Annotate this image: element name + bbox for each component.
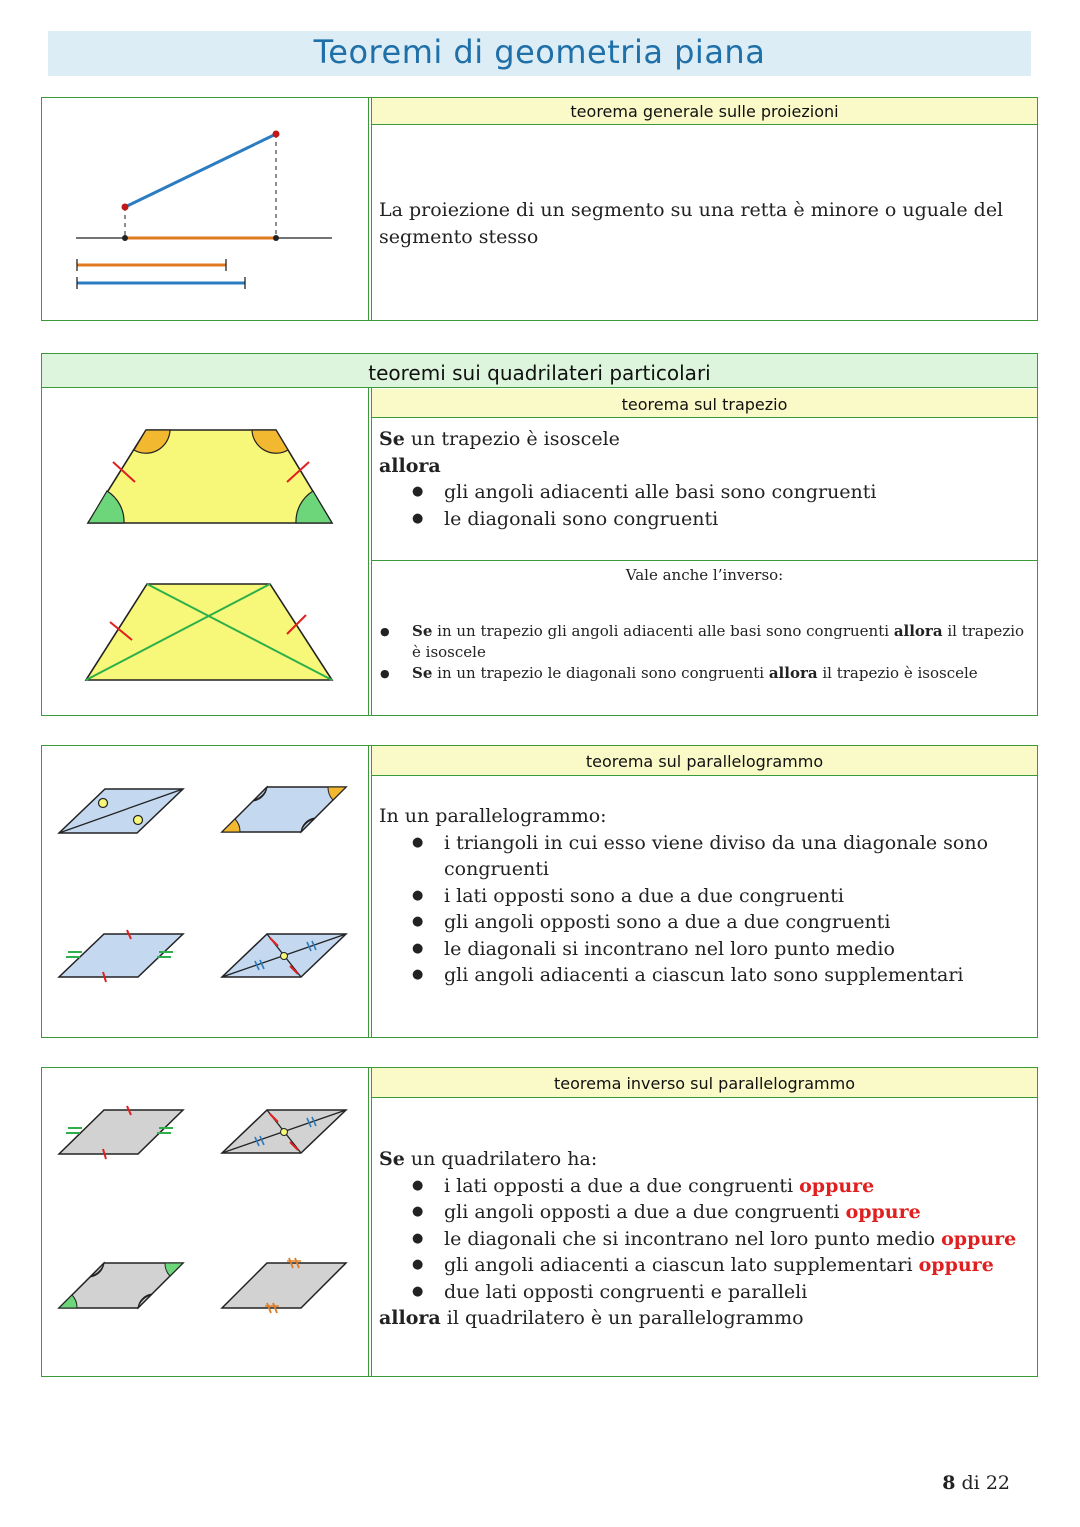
page-number: 8 di 22: [942, 1472, 1010, 1494]
list-item: ● Se in un trapezio gli angoli adiacenti alle basi sono congruenti allora il trapezio è isoscele: [380, 621, 1028, 663]
list-item: ● Se in un trapezio le diagonali sono congruenti allora il trapezio è isoscele: [380, 663, 1028, 684]
list-item: ● i lati opposti sono a due a due congruenti: [379, 883, 1009, 910]
header-inverso: teorema inverso sul parallelogrammo: [372, 1068, 1037, 1098]
se-label: Se: [379, 428, 405, 450]
parallelogrammo-intro: In un parallelogrammo:: [379, 805, 607, 827]
list-item: ● gli angoli opposti sono a due a due congruenti: [379, 909, 1009, 936]
allora-label: allora: [379, 1307, 441, 1329]
page-title: Teoremi di geometria piana: [313, 33, 766, 71]
header-trapezio: teorema sul trapezio: [372, 389, 1037, 418]
header-projection: teorema generale sulle proiezioni: [372, 98, 1037, 125]
list-item: ● le diagonali si incontrano nel loro punto medio: [379, 936, 1009, 963]
allora-label: allora: [379, 454, 441, 477]
list-item: ● gli angoli adiacenti alle basi sono congruenti: [379, 479, 1019, 506]
list-item: ● due lati opposti congruenti e paralleli: [379, 1279, 1029, 1306]
list-item: ● i triangoli in cui esso viene diviso da una diagonale sono congruenti: [379, 830, 1009, 883]
list-item: ● le diagonali che si incontrano nel loro punto medio oppure: [379, 1226, 1029, 1253]
header-quadrilateri: teoremi sui quadrilateri particolari: [42, 354, 1037, 388]
inverse-title: Vale anche l’inverso:: [625, 566, 784, 584]
inverso-conclusion: il quadrilatero è un parallelogrammo: [440, 1307, 804, 1329]
header-parallelogrammo: teorema sul parallelogrammo: [372, 746, 1037, 776]
list-item: ● gli angoli adiacenti a ciascun lato sono supplementari: [379, 962, 1009, 989]
list-item: ● le diagonali sono congruenti: [379, 506, 1019, 533]
trapezio-condition: un trapezio è isoscele: [404, 428, 620, 450]
inverso-intro: un quadrilatero ha:: [404, 1148, 598, 1170]
list-item: ● gli angoli adiacenti a ciascun lato supplementari oppure: [379, 1252, 1029, 1279]
list-item: ● gli angoli opposti a due a due congruenti oppure: [379, 1199, 1029, 1226]
se-label: Se: [379, 1148, 405, 1170]
list-item: ● i lati opposti a due a due congruenti oppure: [379, 1173, 1029, 1200]
projection-text: La proiezione di un segmento su una retta è minore o uguale del segmento stesso: [379, 199, 1004, 248]
